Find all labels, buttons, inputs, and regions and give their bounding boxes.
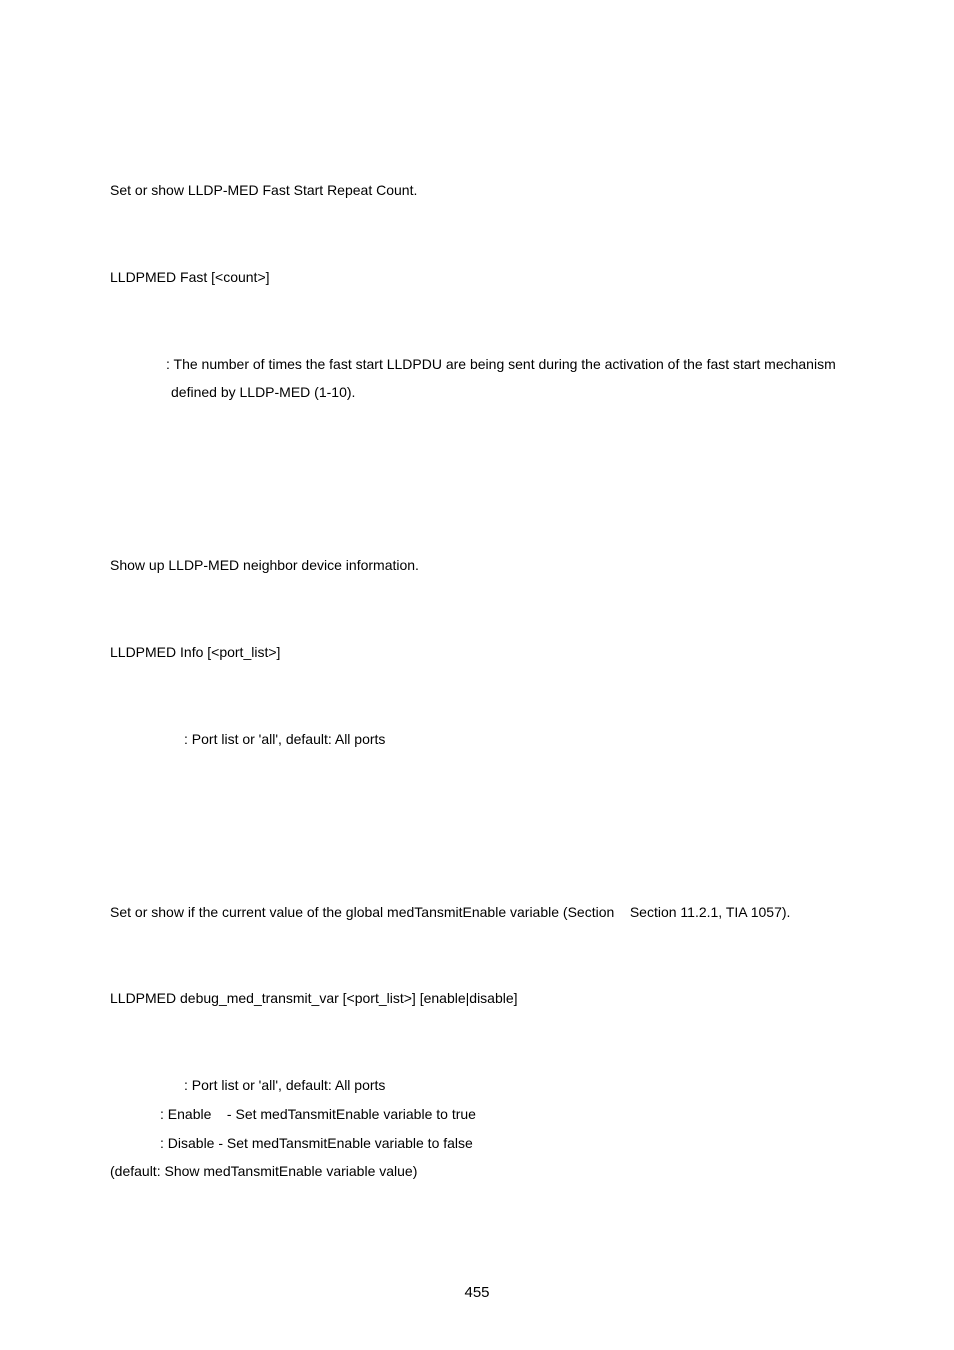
section-3-param-enable: : Enable - Set medTansmitEnable variable to true	[160, 1106, 476, 1122]
section-3-syntax: LLDPMED debug_med_transmit_var [<port_list>] [enable|disable]	[110, 990, 518, 1006]
section-3-param-port-list: : Port list or 'all', default: All ports	[184, 1077, 386, 1093]
section-2-syntax: LLDPMED Info [<port_list>]	[110, 644, 281, 660]
section-1-syntax: LLDPMED Fast [<count>]	[110, 269, 270, 285]
section-1-param-count-continued: defined by LLDP-MED (1-10).	[171, 384, 356, 400]
section-3-description: Set or show if the current value of the global medTansmitEnable variable (Section Section 11.2.1, TIA 1057).	[110, 904, 791, 920]
section-1-param-count: : The number of times the fast start LLDPDU are being sent during the activation of the fast start mechanism	[166, 356, 836, 372]
page-number: 455	[464, 1284, 490, 1301]
section-3-param-default: (default: Show medTansmitEnable variable value)	[110, 1163, 418, 1179]
section-1-description: Set or show LLDP-MED Fast Start Repeat Count.	[110, 182, 418, 198]
section-3-param-disable: : Disable - Set medTansmitEnable variable to false	[160, 1135, 473, 1151]
section-2-description: Show up LLDP-MED neighbor device information.	[110, 557, 419, 573]
section-2-param-port-list: : Port list or 'all', default: All ports	[184, 731, 386, 747]
